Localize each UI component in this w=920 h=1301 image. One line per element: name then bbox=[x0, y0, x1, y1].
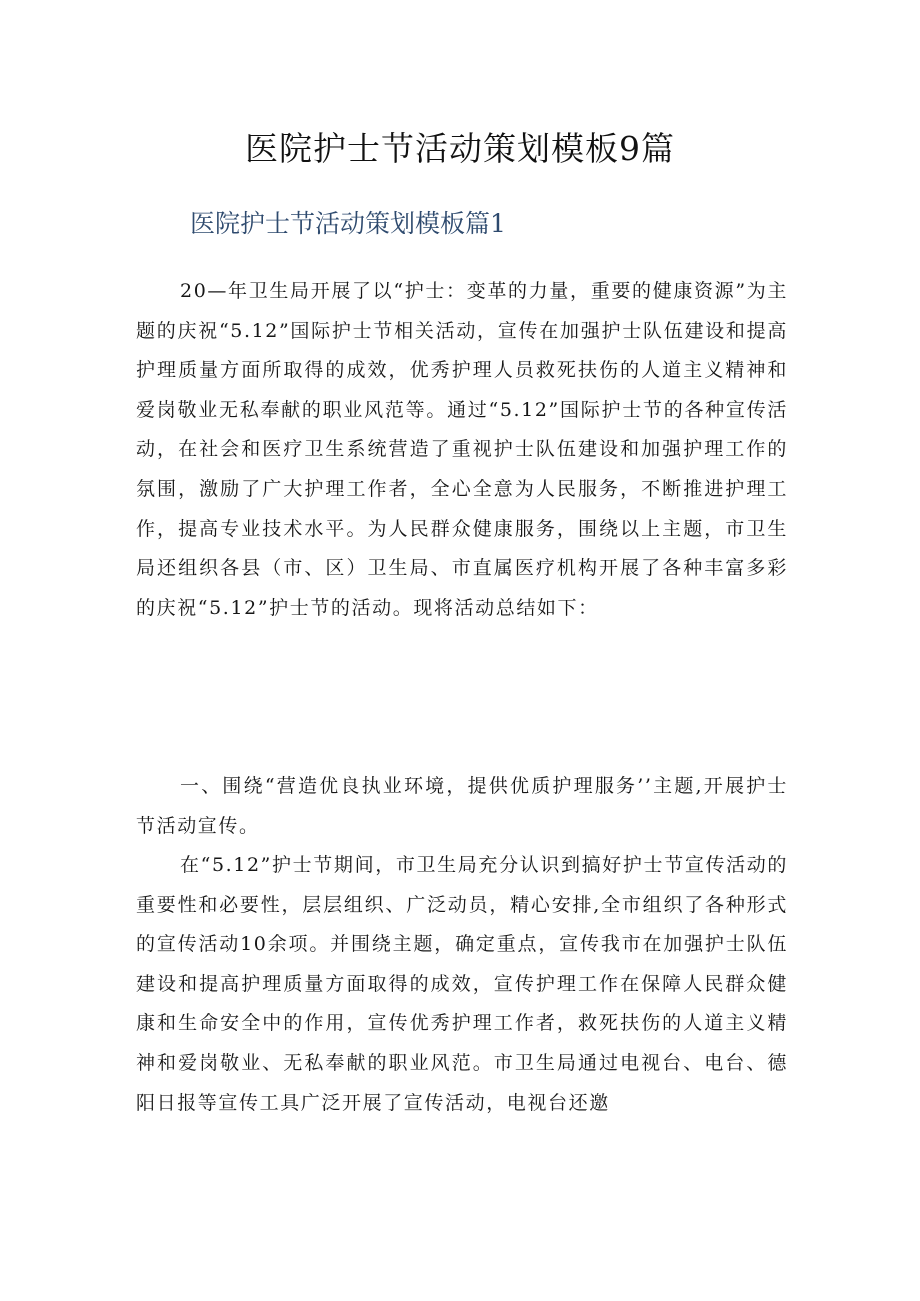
body-paragraph-3: 在“5.12”护士节期间，市卫生局充分认识到搞好护士节宣传活动的重要性和必要性，层层组织、广泛动员，精心安排,全市组织了各种形式的宣传活动10余项。并围绕主题，确定重点，宣传我市在加强护士队伍建设和提高护理质量方面取得的成效，宣传护理工作在保障人民群众健康和生命安全中的作用，宣传优秀护理工作者，救死扶伤的人道主义精神和爱岗敬业、无私奉献的职业风范。市卫生局通过电视台、电台、德阳日报等宣传工具广泛开展了宣传活动，电视台还邀 bbox=[136, 854, 788, 1114]
document-title: 医院护士节活动策划模板9篇 bbox=[245, 129, 675, 168]
body-paragraph-2: 一、围绕“营造优良执业环境，提供优质护理服务’’主题,开展护士节活动宣传。 bbox=[136, 775, 788, 837]
body-paragraph-1: 20—年卫生局开展了以“护士：变革的力量，重要的健康资源”为主题的庆祝“5.12”国际护士节相关活动，宣传在加强护士队伍建设和提高护理质量方面所取得的成效，优秀护理人员救死扶伤的人道主义精神和爱岗敬业无私奉献的职业风范等。通过“5.12”国际护士节的各种宣传活动，在社会和医疗卫生系统营造了重视护士队伍建设和加强护理工作的氛围，激励了广大护理工作者，全心全意为人民服务，不断推进护理工作，提高专业技术水平。为人民群众健康服务，围绕以上主题，市卫生局还组织各县（市、区）卫生局、市直属医疗机构开展了各种丰富多彩的庆祝“5.12”护士节的活动。现将活动总结如下： bbox=[136, 280, 788, 619]
section-heading: 医院护士节活动策划模板篇1 bbox=[190, 209, 506, 238]
